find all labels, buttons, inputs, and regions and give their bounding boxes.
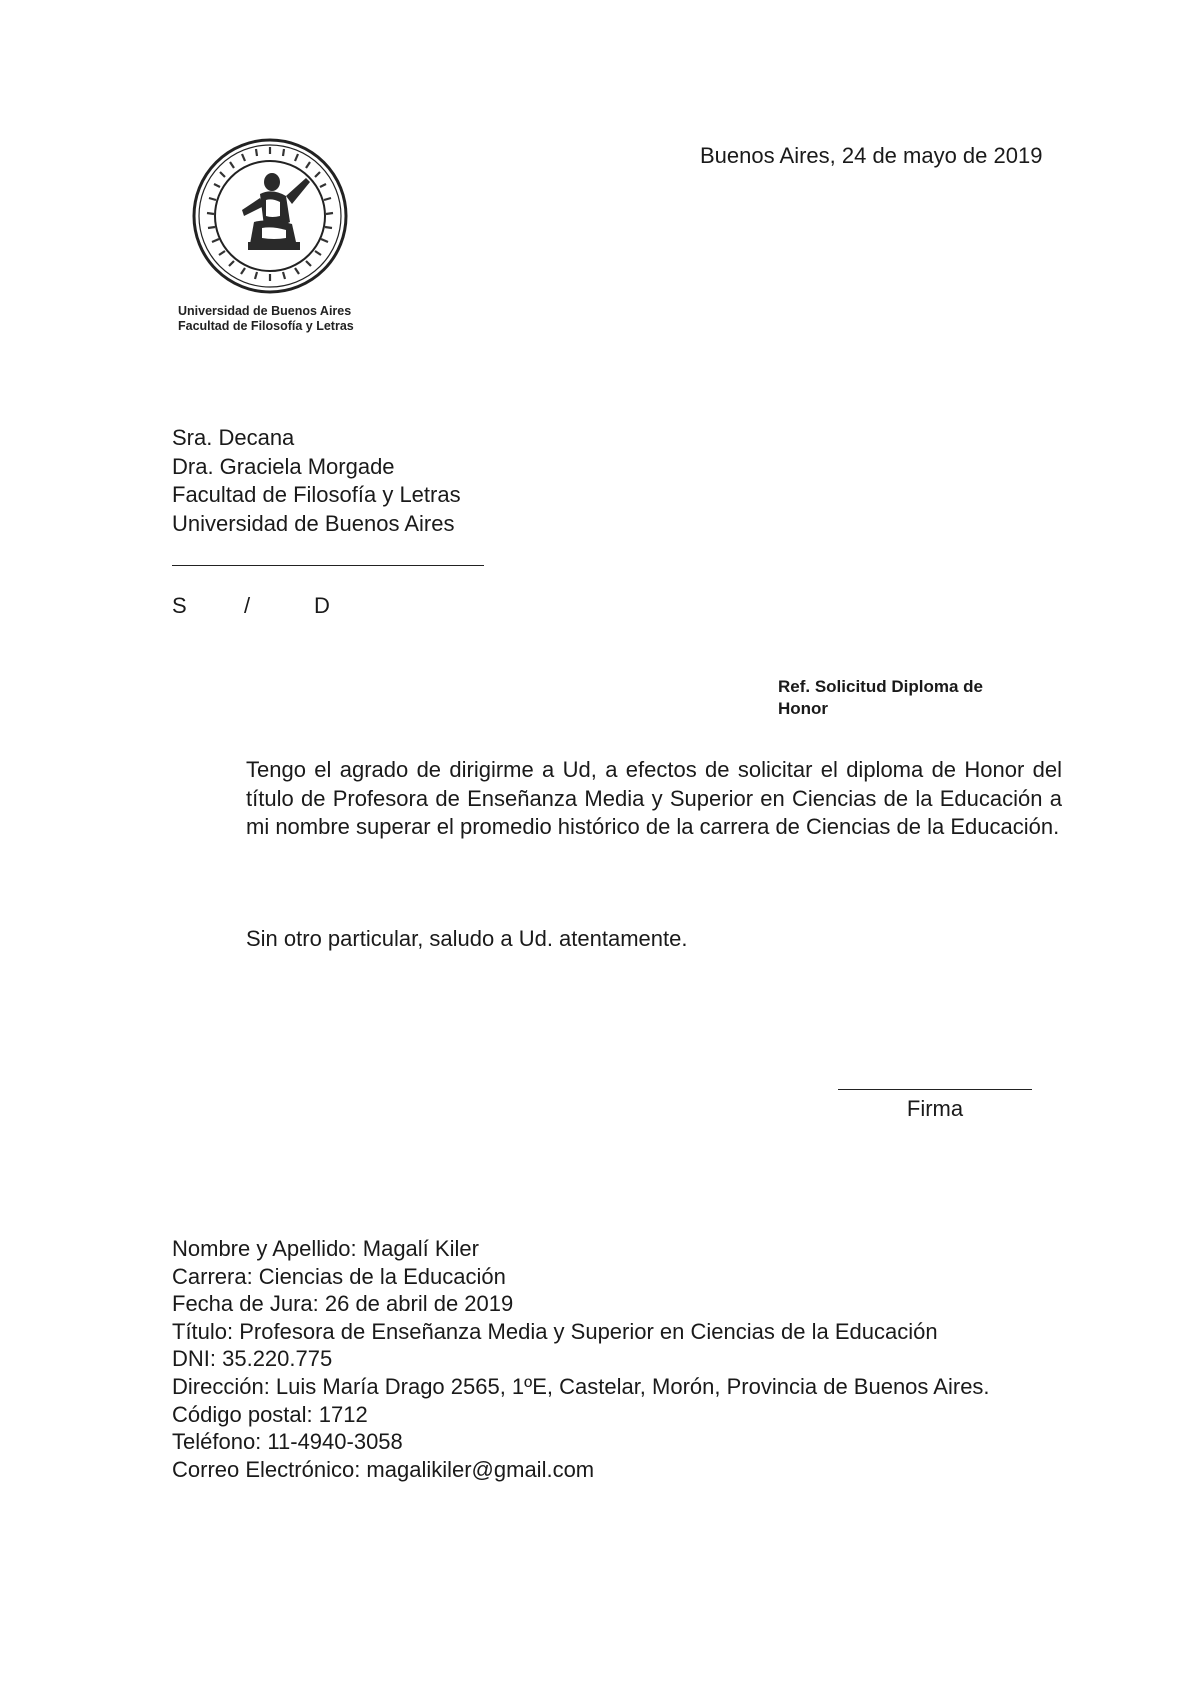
- detail-title: Título: Profesora de Enseñanza Media y Superior en Ciencias de la Educación: [172, 1318, 938, 1344]
- detail-postal-code: Código postal: 1712: [172, 1401, 368, 1427]
- recipient-faculty: Facultad de Filosofía y Letras: [172, 482, 461, 507]
- recipient-title: Sra. Decana: [172, 425, 295, 450]
- sd-s: S: [172, 593, 187, 618]
- detail-name: Nombre y Apellido: Magalí Kiler: [172, 1236, 479, 1261]
- detail-email: Correo Electrónico: magalikiler@gmail.com: [172, 1456, 595, 1482]
- detail-career: Carrera: Ciencias de la Educación: [172, 1263, 506, 1289]
- recipient-block: [172, 424, 461, 538]
- sd-d: D: [314, 593, 330, 618]
- signature-label: Firma: [906, 1096, 964, 1121]
- applicant-details: [172, 1235, 1052, 1483]
- recipient-university: Universidad de Buenos Aires: [172, 510, 455, 536]
- su-despacho: [172, 592, 372, 622]
- detail-oath-date: Fecha de Jura: 26 de abril de 2019: [172, 1291, 514, 1317]
- closing-line: Sin otro particular, saludo a Ud. atentamente.: [246, 926, 688, 951]
- sd-slash: /: [244, 593, 251, 618]
- seal-emblem-icon: [150, 138, 380, 298]
- signature-line: [838, 1089, 1032, 1090]
- reference-line: Ref. Solicitud Diploma de Honor: [778, 677, 983, 718]
- letter-date: Buenos Aires, 24 de mayo de 2019: [700, 143, 1043, 168]
- detail-phone: Teléfono: 11-4940-3058: [172, 1429, 403, 1455]
- detail-address: Dirección: Luis María Drago 2565, 1ºE, Castelar, Morón, Provincia de Buenos Aires.: [172, 1373, 990, 1399]
- recipient-divider: [172, 565, 484, 566]
- logo-caption-university: Universidad de Buenos Aires: [178, 304, 352, 318]
- logo-caption: [178, 304, 354, 334]
- logo-caption-faculty: Facultad de Filosofía y Letras: [178, 319, 354, 333]
- body-paragraph: Tengo el agrado de dirigirme a Ud, a efectos de solicitar el diploma de Honor del título de Profesora de Enseñanza Media y Superior en Ciencias de la Educación a mi nombre superar el promedio histórico de la carrera de Ciencias de la Educación.: [246, 757, 1062, 839]
- recipient-name: Dra. Graciela Morgade: [172, 453, 395, 479]
- detail-dni: DNI: 35.220.775: [172, 1346, 333, 1372]
- university-logo: [150, 138, 380, 348]
